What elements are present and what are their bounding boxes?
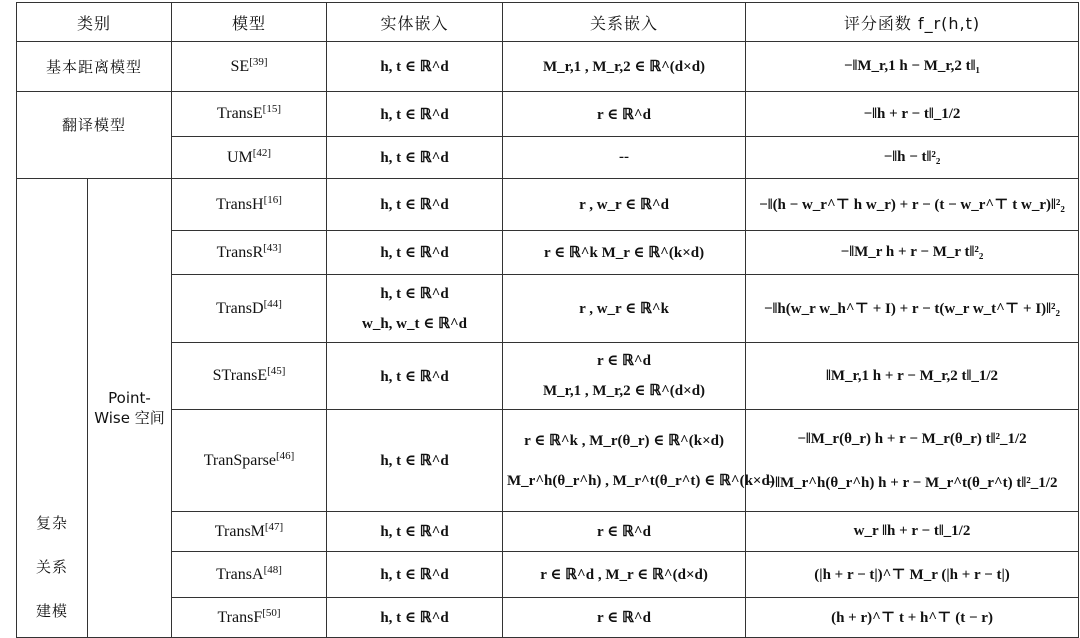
model-cell (172, 231, 327, 275)
header-model: 模型 (172, 3, 327, 42)
score-cell: −‖(h − w_r^⊤ h w_r) + r − (t − w_r^⊤ t w_r)‖²₂ (746, 179, 1079, 231)
category-complex-line: 复杂 (35, 514, 68, 532)
relation-line: M_r,1 , M_r,2 ∈ ℝ^(d×d) (542, 383, 706, 399)
score-line: −‖M_r(θ_r) h + r − M_r(θ_r) t‖²_1/2 (797, 430, 1027, 447)
score-cell: −‖h − t‖²₂ (746, 137, 1079, 179)
score-cell: (h + r)^⊤ t + h^⊤ (t − r) (746, 598, 1079, 638)
relation-line: M_r^h(θ_r^h) , M_r^t(θ_r^t) ∈ ℝ^(k×d) (507, 472, 775, 489)
entity-line: w_h, w_t ∈ ℝ^d (361, 315, 468, 332)
model-ref: [46] (276, 449, 295, 462)
score-cell: −‖h + r − t‖_1/2 (746, 92, 1079, 137)
category-complex-line: 建模 (35, 602, 68, 620)
model-name: TranSparse (203, 451, 276, 469)
table-row (17, 598, 1079, 638)
model-ref: [44] (263, 297, 282, 310)
model-cell (172, 179, 327, 231)
entity-line: h, t ∈ ℝ^d (380, 285, 449, 302)
header-entity: 实体嵌入 (327, 3, 503, 42)
category-complex (17, 179, 88, 638)
model-cell (172, 137, 327, 179)
relation-cell: r ∈ ℝ^k M_r ∈ ℝ^(k×d) (503, 231, 746, 275)
entity-cell: h, t ∈ ℝ^d (327, 42, 503, 92)
model-name: STransE (212, 367, 268, 384)
model-ref: [45] (267, 365, 286, 377)
model-cell (172, 598, 327, 638)
category-translation: 翻译模型 (17, 92, 172, 179)
table-row (17, 137, 1079, 179)
score-cell: −‖h(w_r w_h^⊤ + I) + r − t(w_r w_t^⊤ + I)‖²₂ (746, 275, 1079, 343)
header-relation: 关系嵌入 (503, 3, 746, 42)
entity-cell: h, t ∈ ℝ^d (327, 343, 503, 410)
entity-cell (327, 275, 503, 343)
model-cell (172, 343, 327, 410)
header-row (17, 3, 1079, 42)
relation-cell: r ∈ ℝ^d (503, 598, 746, 638)
model-name: UM (226, 148, 253, 166)
table-row (17, 512, 1079, 552)
relation-cell: r ∈ ℝ^d (503, 512, 746, 552)
category-basic: 基本距离模型 (17, 42, 172, 92)
model-ref: [39] (249, 55, 268, 68)
model-ref: [43] (263, 241, 282, 254)
model-name: TransM (214, 522, 265, 540)
model-ref: [48] (263, 563, 282, 576)
score-cell: w_r ‖h + r − t‖_1/2 (746, 512, 1079, 552)
entity-cell: h, t ∈ ℝ^d (327, 598, 503, 638)
table-row (17, 42, 1079, 92)
entity-cell: h, t ∈ ℝ^d (327, 92, 503, 137)
model-ref: [42] (252, 146, 272, 159)
model-cell (172, 275, 327, 343)
model-name: TransH (216, 195, 264, 213)
model-name: SE (230, 57, 250, 75)
entity-cell: h, t ∈ ℝ^d (327, 137, 503, 179)
score-cell: −‖M_r h + r − M_r t‖²₂ (746, 231, 1079, 275)
entity-cell: h, t ∈ ℝ^d (327, 410, 503, 512)
model-cell (172, 42, 327, 92)
relation-cell: -- (503, 137, 746, 179)
table-row (17, 552, 1079, 598)
relation-cell: r , w_r ∈ ℝ^d (503, 179, 746, 231)
model-cell (172, 410, 327, 512)
entity-cell: h, t ∈ ℝ^d (327, 512, 503, 552)
relation-cell: r , w_r ∈ ℝ^k (503, 275, 746, 343)
table-row (17, 231, 1079, 275)
relation-cell: M_r,1 , M_r,2 ∈ ℝ^(d×d) (503, 42, 746, 92)
model-cell (172, 552, 327, 598)
model-name: TransD (216, 299, 264, 317)
category-pointwise: Point-Wise 空间 (88, 179, 172, 638)
model-name: TransR (216, 243, 264, 261)
model-ref: [15] (262, 103, 281, 115)
relation-line: r ∈ ℝ^d (597, 353, 651, 369)
table-row (17, 179, 1079, 231)
model-ref: [16] (263, 193, 282, 206)
model-name: TransF (217, 608, 263, 626)
model-ref: [47] (264, 520, 284, 533)
relation-line: r ∈ ℝ^k , M_r(θ_r) ∈ ℝ^(k×d) (524, 432, 724, 449)
relation-cell (503, 410, 775, 512)
entity-cell: h, t ∈ ℝ^d (327, 179, 503, 231)
score-cell: −‖M_r,1 h − M_r,2 t‖₁ (746, 42, 1079, 92)
table-row (17, 410, 1079, 512)
header-category: 类别 (17, 3, 172, 42)
entity-cell: h, t ∈ ℝ^d (327, 231, 503, 275)
table-row (17, 343, 1079, 410)
relation-cell: r ∈ ℝ^d , M_r ∈ ℝ^(d×d) (503, 552, 746, 598)
score-cell (746, 410, 1079, 512)
model-ref: [50] (262, 606, 281, 619)
score-cell: (|h + r − t|)^⊤ M_r (|h + r − t|) (746, 552, 1079, 598)
category-complex-line: 关系 (35, 558, 68, 576)
table-row (17, 92, 1079, 137)
model-cell (172, 92, 327, 137)
score-cell: ‖M_r,1 h + r − M_r,2 t‖_1/2 (746, 343, 1079, 410)
model-name: TransE (217, 105, 263, 122)
relation-cell (503, 343, 746, 410)
kge-model-table (16, 2, 1079, 638)
relation-cell: r ∈ ℝ^d (503, 92, 746, 137)
table-row (17, 275, 1079, 343)
entity-cell: h, t ∈ ℝ^d (327, 552, 503, 598)
model-cell (172, 512, 327, 552)
score-line: −‖M_r^h(θ_r^h) h + r − M_r^t(θ_r^t) t‖²_1/2 (766, 474, 1058, 491)
header-score: 评分函数 f_r(h,t) (746, 3, 1079, 42)
model-name: TransA (216, 565, 264, 583)
